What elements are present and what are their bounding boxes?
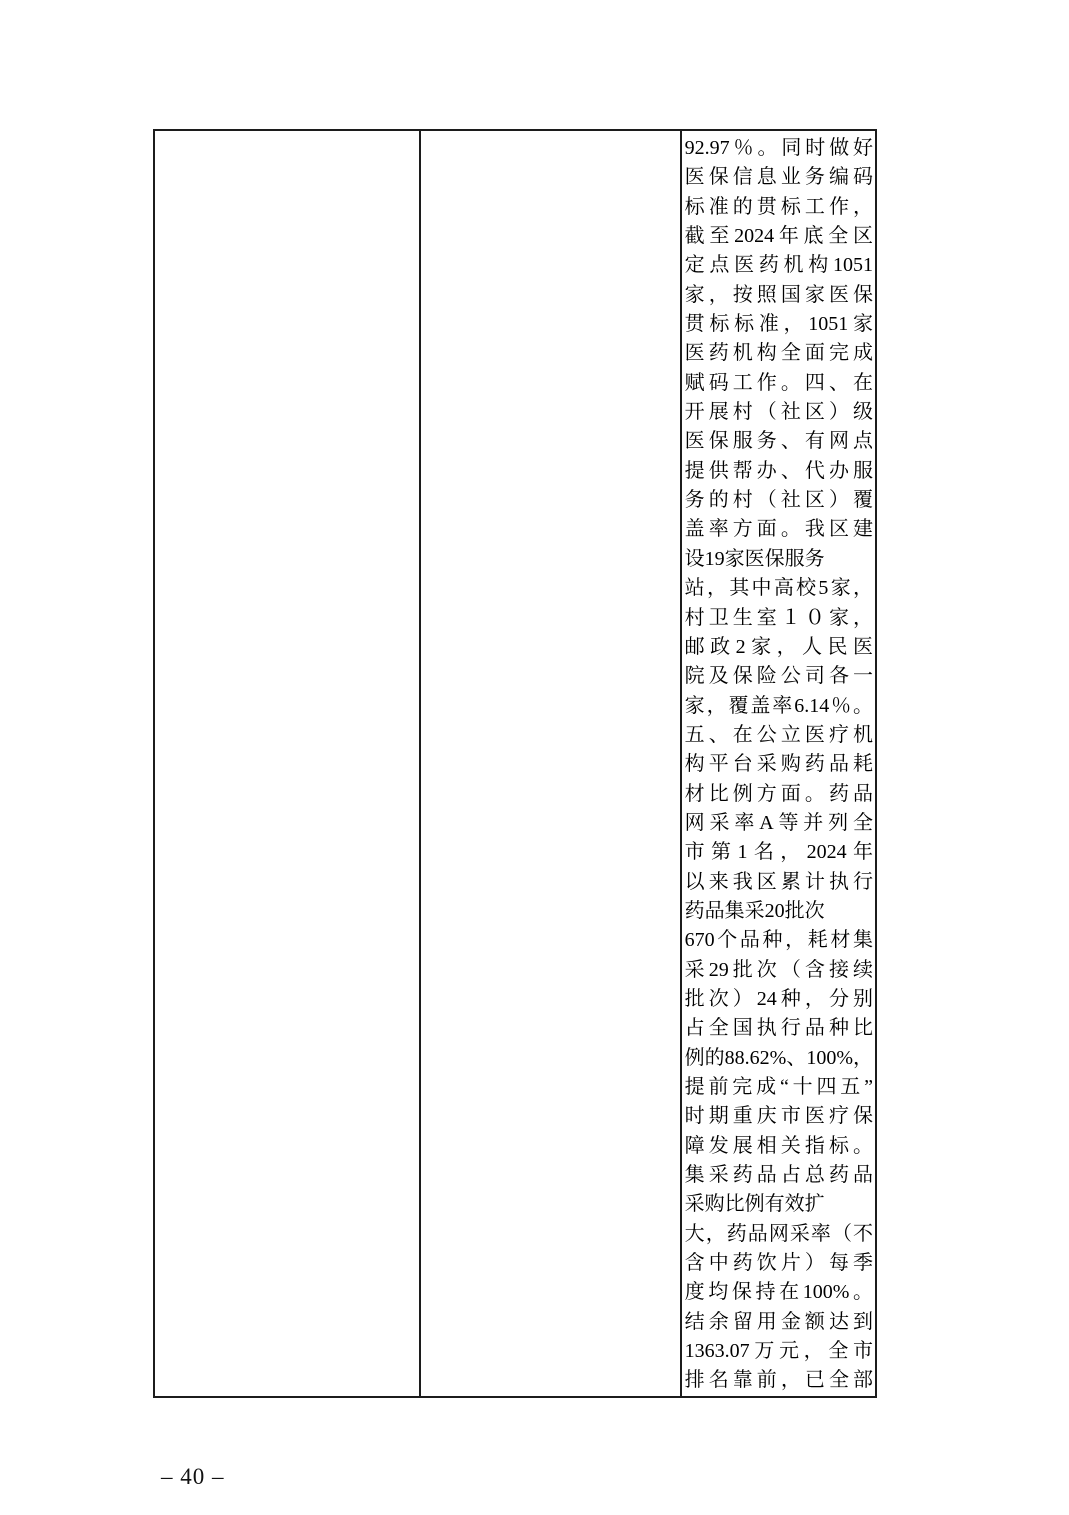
- text-line: 站，其中高校5家，: [684, 577, 873, 600]
- text-line: 赋码工作。四、在: [684, 371, 873, 394]
- text-line: 医药机构全面完成: [684, 342, 873, 365]
- text-line: 采购比例有效扩: [684, 1193, 825, 1216]
- table-cell-column-1: [155, 131, 421, 1396]
- text-line: 开展村（社区）级: [684, 401, 873, 424]
- text-line: 1363.07万元，全市: [684, 1340, 873, 1363]
- text-line: 五、在公立医疗机: [684, 723, 873, 746]
- text-line: 家，按照国家医保: [684, 283, 873, 306]
- text-line: 提供帮办、代办服: [684, 459, 873, 482]
- text-line: 结余留用金额达到: [684, 1310, 873, 1333]
- text-line: 批次）24种，分别: [684, 987, 873, 1010]
- text-line: 贯标标准，1051家: [684, 313, 873, 336]
- text-line: 盖率方面。我区建: [684, 518, 873, 541]
- text-line: 标准的贯标工作，: [684, 195, 873, 218]
- table-cell-column-2: [421, 131, 682, 1396]
- text-line: 医保信息业务编码: [684, 166, 873, 189]
- text-line: 医保服务、有网点: [684, 430, 873, 453]
- text-line: 网采率A等并列全: [684, 811, 873, 834]
- text-line: 截至2024年底全区: [684, 225, 873, 248]
- page-number: – 40 –: [161, 1464, 225, 1489]
- text-line: 以来我区累计执行: [684, 870, 873, 893]
- text-line: 92.97％。同时做好: [684, 137, 873, 159]
- text-line: 度均保持在100%。: [684, 1281, 873, 1304]
- text-line: 定点医药机构1051: [684, 254, 873, 277]
- text-line: 障发展相关指标。: [684, 1134, 873, 1157]
- text-line: 材比例方面。药品: [684, 782, 873, 805]
- text-line: 例的88.62%、100%，: [684, 1046, 873, 1069]
- text-line: 时期重庆市医疗保: [684, 1105, 873, 1128]
- text-line: 邮政2家，人民医: [684, 635, 873, 658]
- text-line: 670个品种，耗材集: [684, 929, 873, 952]
- text-line: 药品集采20批次: [684, 899, 825, 922]
- text-line: 家，覆盖率6.14％。: [684, 694, 873, 717]
- text-line: 排名靠前，已全部: [684, 1369, 873, 1392]
- text-line: 大，药品网采率（不: [684, 1222, 873, 1245]
- text-line: 集采药品占总药品: [684, 1164, 873, 1187]
- text-line: 村卫生室１０家，: [684, 606, 873, 629]
- text-line: 提前完成“十四五”: [684, 1076, 873, 1098]
- text-line: 市第1名，2024年: [684, 841, 873, 864]
- text-line: 设19家医保服务: [684, 547, 825, 570]
- text-line: 院及保险公司各一: [684, 665, 873, 688]
- text-line: 务的村（社区）覆: [684, 489, 873, 512]
- text-line: 构平台采购药品耗: [684, 753, 873, 776]
- document-table: [153, 129, 877, 1398]
- text-line: 采29批次（含接续: [684, 958, 873, 981]
- text-line: 占全国执行品种比: [684, 1017, 873, 1040]
- text-line: 含中药饮片）每季: [684, 1252, 873, 1275]
- table-cell-column-3: [682, 131, 875, 1396]
